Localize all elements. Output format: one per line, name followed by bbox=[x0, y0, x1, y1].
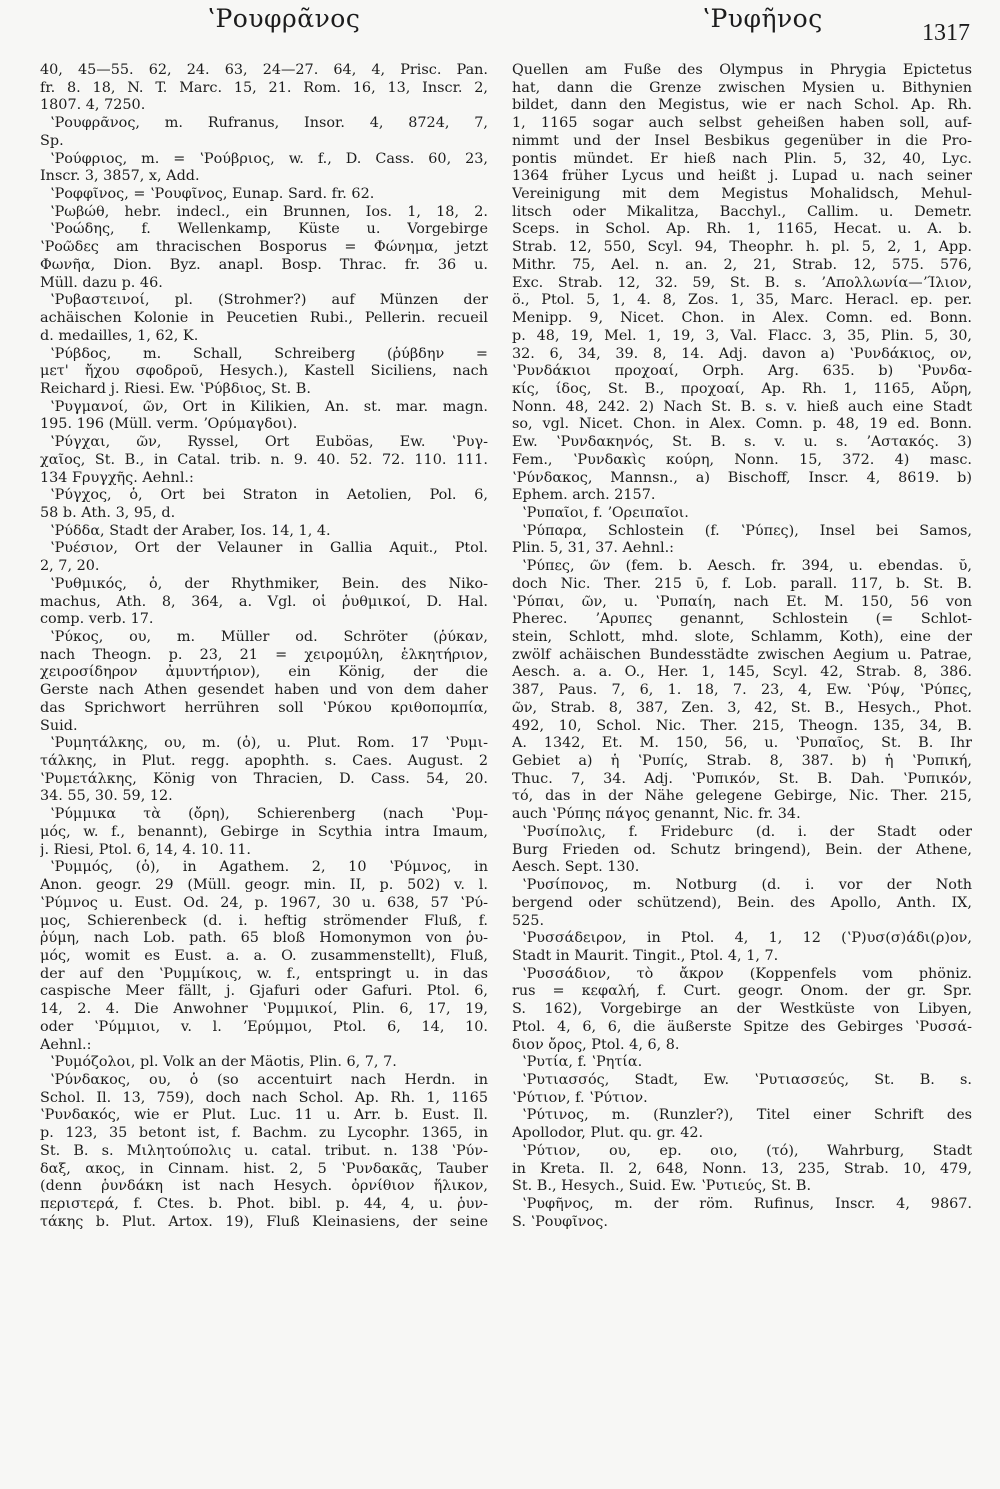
dictionary-text-line: μός, w. f., benannt), Gebirge in Scythia intra Imaum, bbox=[40, 823, 488, 840]
dictionary-text-line: κίς, ίδος, St. B., προχοαί, Ap. Rh. 1, 1165, Αὔρη, bbox=[512, 380, 972, 397]
dictionary-text-line: bildet, dann den Megistus, wie er nach Schol. Ap. Rh. bbox=[512, 97, 972, 114]
dictionary-text-line: (denn ῥυνδάκη ist nach Hesych. ὀρνίθιον ἥλικον, bbox=[40, 1178, 488, 1195]
dictionary-text-line: 2, 7, 20. bbox=[40, 558, 100, 575]
dictionary-entry-start-line: ʽΡωβώθ, hebr. indecl., ein Brunnen, Ios. 1, 18, 2. bbox=[50, 203, 488, 220]
dictionary-entry-start-line: ʽΡοώδης, f. Wellenkamp, Küste u. Vorgebirge bbox=[50, 221, 488, 238]
dictionary-text-line: Ptol. 4, 6, 6, die äußerste Spitze des Gebirges ʽΡυσσά- bbox=[512, 1018, 972, 1035]
dictionary-text-line: Gerste nach Athen gesendet haben und von dem daher bbox=[40, 682, 488, 699]
dictionary-text-line: Aesch. a. a. O., Her. 1, 145, Scyl. 42, Strab. 8, 386. bbox=[512, 664, 972, 681]
dictionary-text-line: d. medailles, 1, 62, K. bbox=[40, 327, 199, 344]
dictionary-text-line: Menipp. 9, Nicet. Chon. in Alex. Comn. ed. Bonn. bbox=[512, 310, 972, 327]
dictionary-text-line: 1, 1165 sogar auch selbst geheißen haben soll, auf- bbox=[512, 115, 972, 132]
dictionary-text-line: ʽΡύπαι, ῶν, u. ʽΡυπαίη, nach Et. M. 150, 56 von bbox=[512, 593, 972, 610]
dictionary-text-line: 1807. 4, 7250. bbox=[40, 97, 146, 114]
dictionary-text-line: τάκης b. Plut. Artox. 19), Fluß Kleinasiens, der seine bbox=[40, 1213, 488, 1230]
dictionary-entry-start-line: ʽΡύμμικα τὰ (ὄρη), Schierenberg (nach ʽΡυμ- bbox=[50, 806, 488, 823]
dictionary-text-line: 195. 196 (Müll. verm. ʼΟρύμαγδοι). bbox=[40, 416, 298, 433]
dictionary-entry-start-line: ʽΡοφφῖνος, = ʽΡουφῖνος, Eunap. Sard. fr. 62. bbox=[50, 186, 375, 203]
dictionary-text-line: Thuc. 7, 34. Adj. ʽΡυπικόν, St. B. Dah. ʽΡυπικόν, bbox=[512, 770, 972, 787]
dictionary-text-line: Burg Frieden od. Schutz bringend), Bein. der Athene, bbox=[512, 841, 972, 858]
dictionary-entry-start-line: ʽΡύτινος, m. (Runzler?), Titel einer Schrift des bbox=[522, 1107, 972, 1124]
dictionary-text-line: 40, 45—55. 62, 24. 63, 24—27. 64, 4, Prisc. Pan. bbox=[40, 62, 488, 78]
dictionary-text-line: τάλκης, in Plut. regg. apophth. s. Caes. August. 2 bbox=[40, 753, 488, 770]
dictionary-text-line: ῶν, Strab. 8, 387, Zen. 3, 42, St. B., Hesych., Phot. bbox=[512, 699, 972, 716]
dictionary-text-line: ö., Ptol. 5, 1, 4. 8, Zos. 1, 35, Marc. Heracl. ep. per. bbox=[512, 292, 972, 309]
dictionary-text-line: ʽΡύτιον, f. ʽΡύτιον. bbox=[512, 1089, 648, 1106]
dictionary-text-line: Fem., ʽΡυνδακὶς κούρη, Nonn. 15, 372. 4) masc. bbox=[512, 451, 972, 468]
dictionary-text-line: μος, Schierenbeck (d. i. heftig strömender Fluß, f. bbox=[40, 912, 488, 929]
dictionary-entry-start-line: ʽΡυσίπονος, m. Notburg (d. i. vor der Noth bbox=[522, 877, 972, 894]
dictionary-text-line: das Sprichwort herrühren soll ʽΡύκου κριθοπομπία, bbox=[40, 699, 488, 716]
dictionary-entry-start-line: ʽΡυέσιον, Ort der Velauner in Gallia Aquit., Ptol. bbox=[50, 540, 488, 557]
dictionary-text-line: περιστερά, f. Ctes. b. Phot. bibl. p. 44, 4, u. ῥυν- bbox=[40, 1196, 488, 1212]
dictionary-text-line: ʽΡύμνος u. Eust. Od. 24, p. 1967, 30 u. 638, 57 ʽΡύ- bbox=[40, 894, 488, 911]
dictionary-text-line: litsch oder Mikalitza, Bacchyl., Callim. u. Demetr. bbox=[512, 203, 972, 220]
dictionary-entry-start-line: ʽΡύγχαι, ῶν, Ryssel, Ort Euböas, Ew. ʽΡυγ- bbox=[50, 434, 488, 451]
dictionary-text-line: stein, Schlott, mhd. slote, Schlamm, Koth), eine der bbox=[512, 629, 972, 645]
dictionary-text-line: St. B., Hesych., Suid. Ew. ʽΡυτιεύς, St. B. bbox=[512, 1178, 812, 1195]
dictionary-entry-start-line: ʽΡύγχος, ὁ, Ort bei Straton in Aetolien, Pol. 6, bbox=[50, 487, 488, 504]
dictionary-text-line: Mithr. 75, Ael. n. an. 2, 21, Strab. 12, 575. 576, bbox=[512, 256, 972, 273]
dictionary-text-line: comp. verb. 17. bbox=[40, 611, 154, 628]
dictionary-text-line: Stadt in Maurit. Tingit., Ptol. 4, 1, 7. bbox=[512, 947, 779, 964]
dictionary-text-line: διον ὄρος, Ptol. 4, 6, 8. bbox=[512, 1036, 680, 1053]
dictionary-text-line: Sceps. in Schol. Ap. Rh. 1, 1165, Hecat. u. A. b. bbox=[512, 221, 972, 238]
dictionary-entry-start-line: ʽΡυτία, f. ʽΡητία. bbox=[522, 1054, 643, 1071]
dictionary-text-line: machus, Ath. 8, 364, a. Vgl. οἱ ῥυθμικοί, D. Hal. bbox=[40, 593, 488, 610]
dictionary-text-line: p. 123, 35 betont ist, f. Bachm. zu Lycophr. 1365, in bbox=[40, 1125, 488, 1142]
dictionary-entry-start-line: ʽΡύνδακος, ου, ὁ (so accentuirt nach Herdn. in bbox=[50, 1071, 488, 1088]
dictionary-entry-start-line: ʽΡυσίπολις, f. Frideburc (d. i. der Stadt oder bbox=[522, 823, 972, 840]
dictionary-text-line: rus = κεφαλή, f. Curt. geogr. Onom. der gr. Spr. bbox=[512, 983, 972, 1000]
dictionary-text-line: fr. 8. 18, N. T. Marc. 15, 21. Rom. 16, 13, Inscr. 2, bbox=[40, 79, 488, 96]
dictionary-text-line: Aehnl.: bbox=[40, 1036, 92, 1053]
dictionary-text-line: Vereinigung mit dem Megistus Mohalidsch, Mehul- bbox=[512, 186, 972, 203]
dictionary-entry-start-line: ʽΡύδδα, Stadt der Araber, Ios. 14, 1, 4. bbox=[50, 522, 331, 539]
dictionary-text-line: Sp. bbox=[40, 132, 64, 149]
dictionary-text-line: Müll. dazu p. 46. bbox=[40, 274, 163, 291]
dictionary-text-line: p. 48, 19, Mel. 1, 19, 3, Val. Flacc. 3, 35, Plin. 5, 30, bbox=[512, 327, 972, 344]
dictionary-text-line: nach Theogn. p. 23, 21 = χειρομύλη, ἑλκητήριον, bbox=[40, 646, 488, 663]
dictionary-text-line: Nonn. 48, 242. 2) Nach St. B. s. v. hieß auch eine Stadt bbox=[512, 398, 972, 415]
dictionary-text-line: χαῖος, St. B., in Catal. trib. n. 9. 40. 52. 72. 110. 111. bbox=[40, 451, 488, 468]
dictionary-text-line: Pherec. ʼΑρυπες genannt, Schlostein (= Schlot- bbox=[512, 611, 972, 628]
dictionary-text-line: ʽΡοῶδες am thracischen Bosporus = Φώνημα, jetzt bbox=[40, 239, 488, 256]
dictionary-text-line: 32. 6, 34, 39. 8, 14. Adj. davon a) ʽΡυνδάκιος, ον, bbox=[512, 345, 972, 362]
dictionary-entry-start-line: ʽΡυμόζολοι, pl. Volk an der Mäotis, Plin. 6, 7, 7. bbox=[50, 1054, 397, 1071]
dictionary-text-line: ʽΡύνδακος, Mannsn., a) Bischoff, Inscr. 4, 8619. b) bbox=[512, 469, 972, 486]
dictionary-text-line: μετ' ἤχου σφοδροῦ, Hesych.), Kastell Siciliens, nach bbox=[40, 363, 488, 380]
dictionary-text-line: St. B. s. Μιλητούπολις u. catal. tribut. n. 138 ʽΡύν- bbox=[40, 1142, 488, 1159]
page-header bbox=[0, 0, 1000, 46]
dictionary-text-line: so, vgl. Nicet. Chon. in Alex. Comn. p. 48, 19 ed. Bonn. bbox=[512, 416, 972, 433]
dictionary-text-line: doch Nic. Ther. 215 ῡ, f. Lob. parall. 117, b. St. B. bbox=[512, 575, 972, 592]
dictionary-text-line: μός, womit es Eust. a. a. O. zusammenstellt), Fluß, bbox=[40, 947, 488, 964]
dictionary-text-line: Inscr. 3, 3857, x, Add. bbox=[40, 168, 200, 185]
dictionary-entry-start-line: ʽΡυγμανοί, ῶν, Ort in Kilikien, An. st. mar. magn. bbox=[50, 398, 488, 415]
dictionary-entry-start-line: ʽΡύπες, ῶν (fem. b. Aesch. fr. 394, u. ebendas. ῠ, bbox=[522, 558, 972, 575]
dictionary-text-line: τό, das in der Nähe gelegene Gebirge, Nic. Ther. 215, bbox=[512, 788, 972, 805]
dictionary-entry-start-line: ʽΡύπαρα, Schlostein (f. ʽΡύπες), Insel bei Samos, bbox=[522, 522, 972, 539]
dictionary-text-line: 1364 früher Lycus und heißt j. Lupad u. nach seiner bbox=[512, 168, 972, 185]
dictionary-text-line: Ew. ʽΡυνδακηνός, St. B. s. v. u. s. ʼΑστακός. 3) bbox=[512, 434, 972, 451]
dictionary-text-line: 387, Paus. 7, 6, 1. 18, 7. 23, 4, Ew. ʽΡύψ, ʽΡύπες, bbox=[512, 682, 972, 699]
dictionary-entry-start-line: ʽΡυφῆνος, m. der röm. Rufinus, Inscr. 4, 9867. bbox=[522, 1196, 972, 1212]
dictionary-text-line: in Kreta. Il. 2, 648, Nonn. 13, 235, Strab. 10, 479, bbox=[512, 1160, 972, 1177]
dictionary-text-line: ῥύμη, nach Lob. path. 65 bloß Homonymon von ῥυ- bbox=[40, 930, 488, 947]
dictionary-text-line: 34. 55, 30. 59, 12. bbox=[40, 788, 173, 805]
dictionary-entry-start-line: ʽΡυσσάδειρον, in Ptol. 4, 1, 12 (ʽΡ)υσ(σ)άδι(ρ)ον, bbox=[522, 930, 972, 947]
dictionary-entry-start-line: ʽΡυμητάλκης, ου, m. (ὁ), u. Plut. Rom. 17 ʽΡυμι- bbox=[50, 735, 488, 752]
dictionary-text-line: Plin. 5, 31, 37. Aehnl.: bbox=[512, 540, 675, 557]
dictionary-text-line: zwölf achäischen Bundesstädte zwischen Aegium u. Patrae, bbox=[512, 646, 972, 663]
dictionary-text-line: χειροσίδηρον ἀμυντήριον), ein König, der die bbox=[40, 664, 488, 681]
dictionary-text-line: A. 1342, Et. M. 150, 56, u. ʽΡυπαῖος, St. B. Ihr bbox=[512, 735, 972, 752]
dictionary-text-line: achäischen Kolonie in Peucetien Rubi., Pellerin. recueil bbox=[40, 310, 488, 327]
dictionary-text-line: 58 b. Ath. 3, 95, d. bbox=[40, 504, 176, 521]
dictionary-text-line: caspische Meer fällt, j. Gjafuri oder Gafuri. Ptol. 6, bbox=[40, 983, 488, 1000]
dictionary-text-line: Apollodor, Plut. qu. gr. 42. bbox=[512, 1125, 704, 1142]
left-column bbox=[40, 62, 488, 1231]
dictionary-text-line: der auf den ʽΡυμμίκοις, w. f., entspringt u. in das bbox=[40, 965, 488, 982]
dictionary-text-line: Exc. Strab. 12, 32. 59, St. B. s. ʼΑπολλωνία—ʼΊλιον, bbox=[512, 274, 972, 291]
dictionary-text-line: Anon. geogr. 29 (Müll. geogr. min. II, p. 502) v. l. bbox=[40, 877, 488, 894]
dictionary-text-line: ʽΡυνδάκιοι προχοαί, Orph. Arg. 635. b) ʽΡυνδα- bbox=[512, 363, 972, 380]
dictionary-text-line: Schol. Il. 13, 759), doch nach Schol. Ap. Rh. 1, 1165 bbox=[40, 1089, 488, 1106]
right-running-headword: ʽΡυφῆνος bbox=[702, 4, 823, 33]
dictionary-text-line: Ephem. arch. 2157. bbox=[512, 487, 656, 504]
dictionary-entry-start-line: ʽΡούφριος, m. = ʽΡούβριος, w. f., D. Cass. 60, 23, bbox=[50, 150, 488, 167]
dictionary-text-line: pontis mündet. Er hieß nach Plin. 5, 32, 40, Lyc. bbox=[512, 150, 972, 167]
dictionary-entry-start-line: ʽΡουφρᾶνος, m. Rufranus, Insor. 4, 8724, 7, bbox=[50, 115, 488, 132]
dictionary-text-line: hat, dann die Grenze zwischen Mysien u. Bithynien bbox=[512, 79, 972, 96]
dictionary-text-line: Suid. bbox=[40, 717, 78, 734]
dictionary-text-line: 525. bbox=[512, 912, 545, 929]
dictionary-text-line: nimmt und der Insel Besbikus gegenüber in die Pro- bbox=[512, 132, 972, 149]
dictionary-text-line: oder ʽΡύμμιοι, v. l. ʼΕρύμμοι, Ptol. 6, 14, 10. bbox=[40, 1018, 488, 1035]
page-number: 1317 bbox=[922, 20, 970, 46]
right-column bbox=[512, 62, 972, 1231]
dictionary-text-line: auch ʽΡύπης πάγος genannt, Nic. fr. 34. bbox=[512, 806, 801, 823]
dictionary-text-line: ʽΡυνδακός, wie er Plut. Luc. 11 u. Arr. b. Eust. Il. bbox=[40, 1107, 488, 1124]
dictionary-entry-start-line: ʽΡυπαῖοι, f. ʼΟρειπαῖοι. bbox=[522, 504, 689, 521]
dictionary-text-line: δαξ, ακος, in Cinnam. hist. 2, 5 ʽΡυνδακᾶς, Tauber bbox=[40, 1160, 488, 1177]
dictionary-text-line: ʽΡυμετάλκης, König von Thracien, D. Cass. 54, 20. bbox=[40, 770, 488, 787]
dictionary-text-line: Strab. 12, 550, Scyl. 94, Theophr. h. pl. 5, 2, 1, App. bbox=[512, 239, 972, 256]
dictionary-text-line: Aesch. Sept. 130. bbox=[512, 859, 640, 876]
dictionary-text-line: 14, 2. 4. Die Anwohner ʽΡυμμικοί, Plin. 6, 17, 19, bbox=[40, 1001, 488, 1018]
dictionary-text-line: j. Riesi, Ptol. 6, 14, 4. 10. 11. bbox=[40, 841, 251, 858]
dictionary-text-line: 134 Ϝρυγχῆς. Aehnl.: bbox=[40, 469, 194, 486]
dictionary-entry-start-line: ʽΡυθμικός, ὁ, der Rhythmiker, Bein. des Niko- bbox=[50, 575, 488, 592]
left-running-headword: ʽΡουφρᾶνος bbox=[207, 4, 361, 33]
dictionary-text-line: 492, 10, Schol. Nic. Ther. 215, Theogn. 135, 34, B. bbox=[512, 717, 972, 734]
dictionary-entry-start-line: ʽΡύκος, ου, m. Müller od. Schröter (ῥύκαν, bbox=[50, 629, 488, 645]
dictionary-entry-start-line: ʽΡυτιασσός, Stadt, Ew. ʽΡυτιασσεύς, St. B. s. bbox=[522, 1071, 972, 1088]
dictionary-text-line: S. 162), Vorgebirge an der Westküste von Libyen, bbox=[512, 1001, 972, 1018]
dictionary-text-line: Φωνῆα, Dion. Byz. anapl. Bosp. Thrac. fr. 36 u. bbox=[40, 256, 488, 273]
dictionary-text-line: Reichard j. Riesi. Ew. ʽΡύβδιος, St. B. bbox=[40, 380, 311, 397]
dictionary-text-line: Quellen am Fuße des Olympus in Phrygia Epictetus bbox=[512, 62, 972, 78]
dictionary-entry-start-line: ʽΡυβαστεινοί, pl. (Strohmer?) auf Münzen der bbox=[50, 292, 488, 309]
dictionary-text-line: Gebiet a) ἡ ʽΡυπίς, Strab. 8, 387. b) ἡ ʽΡυπική, bbox=[512, 753, 972, 770]
dictionary-text-line: bergend oder schützend), Bein. des Apollo, Anth. IX, bbox=[512, 894, 972, 911]
dictionary-entry-start-line: ʽΡύβδος, m. Schall, Schreiberg (ῥύβδην = bbox=[50, 345, 488, 362]
dictionary-entry-start-line: ʽΡυσσάδιον, τὸ ἄκρον (Koppenfels vom phöniz. bbox=[522, 965, 972, 982]
dictionary-entry-start-line: ʽΡύτιον, ου, ep. οιο, (τό), Wahrburg, Stadt bbox=[522, 1142, 972, 1159]
dictionary-text-line: S. ʽΡουφῖνος. bbox=[512, 1213, 608, 1230]
dictionary-entry-start-line: ʽΡυμμός, (ὁ), in Agathem. 2, 10 ʽΡύμνος, in bbox=[50, 859, 488, 876]
